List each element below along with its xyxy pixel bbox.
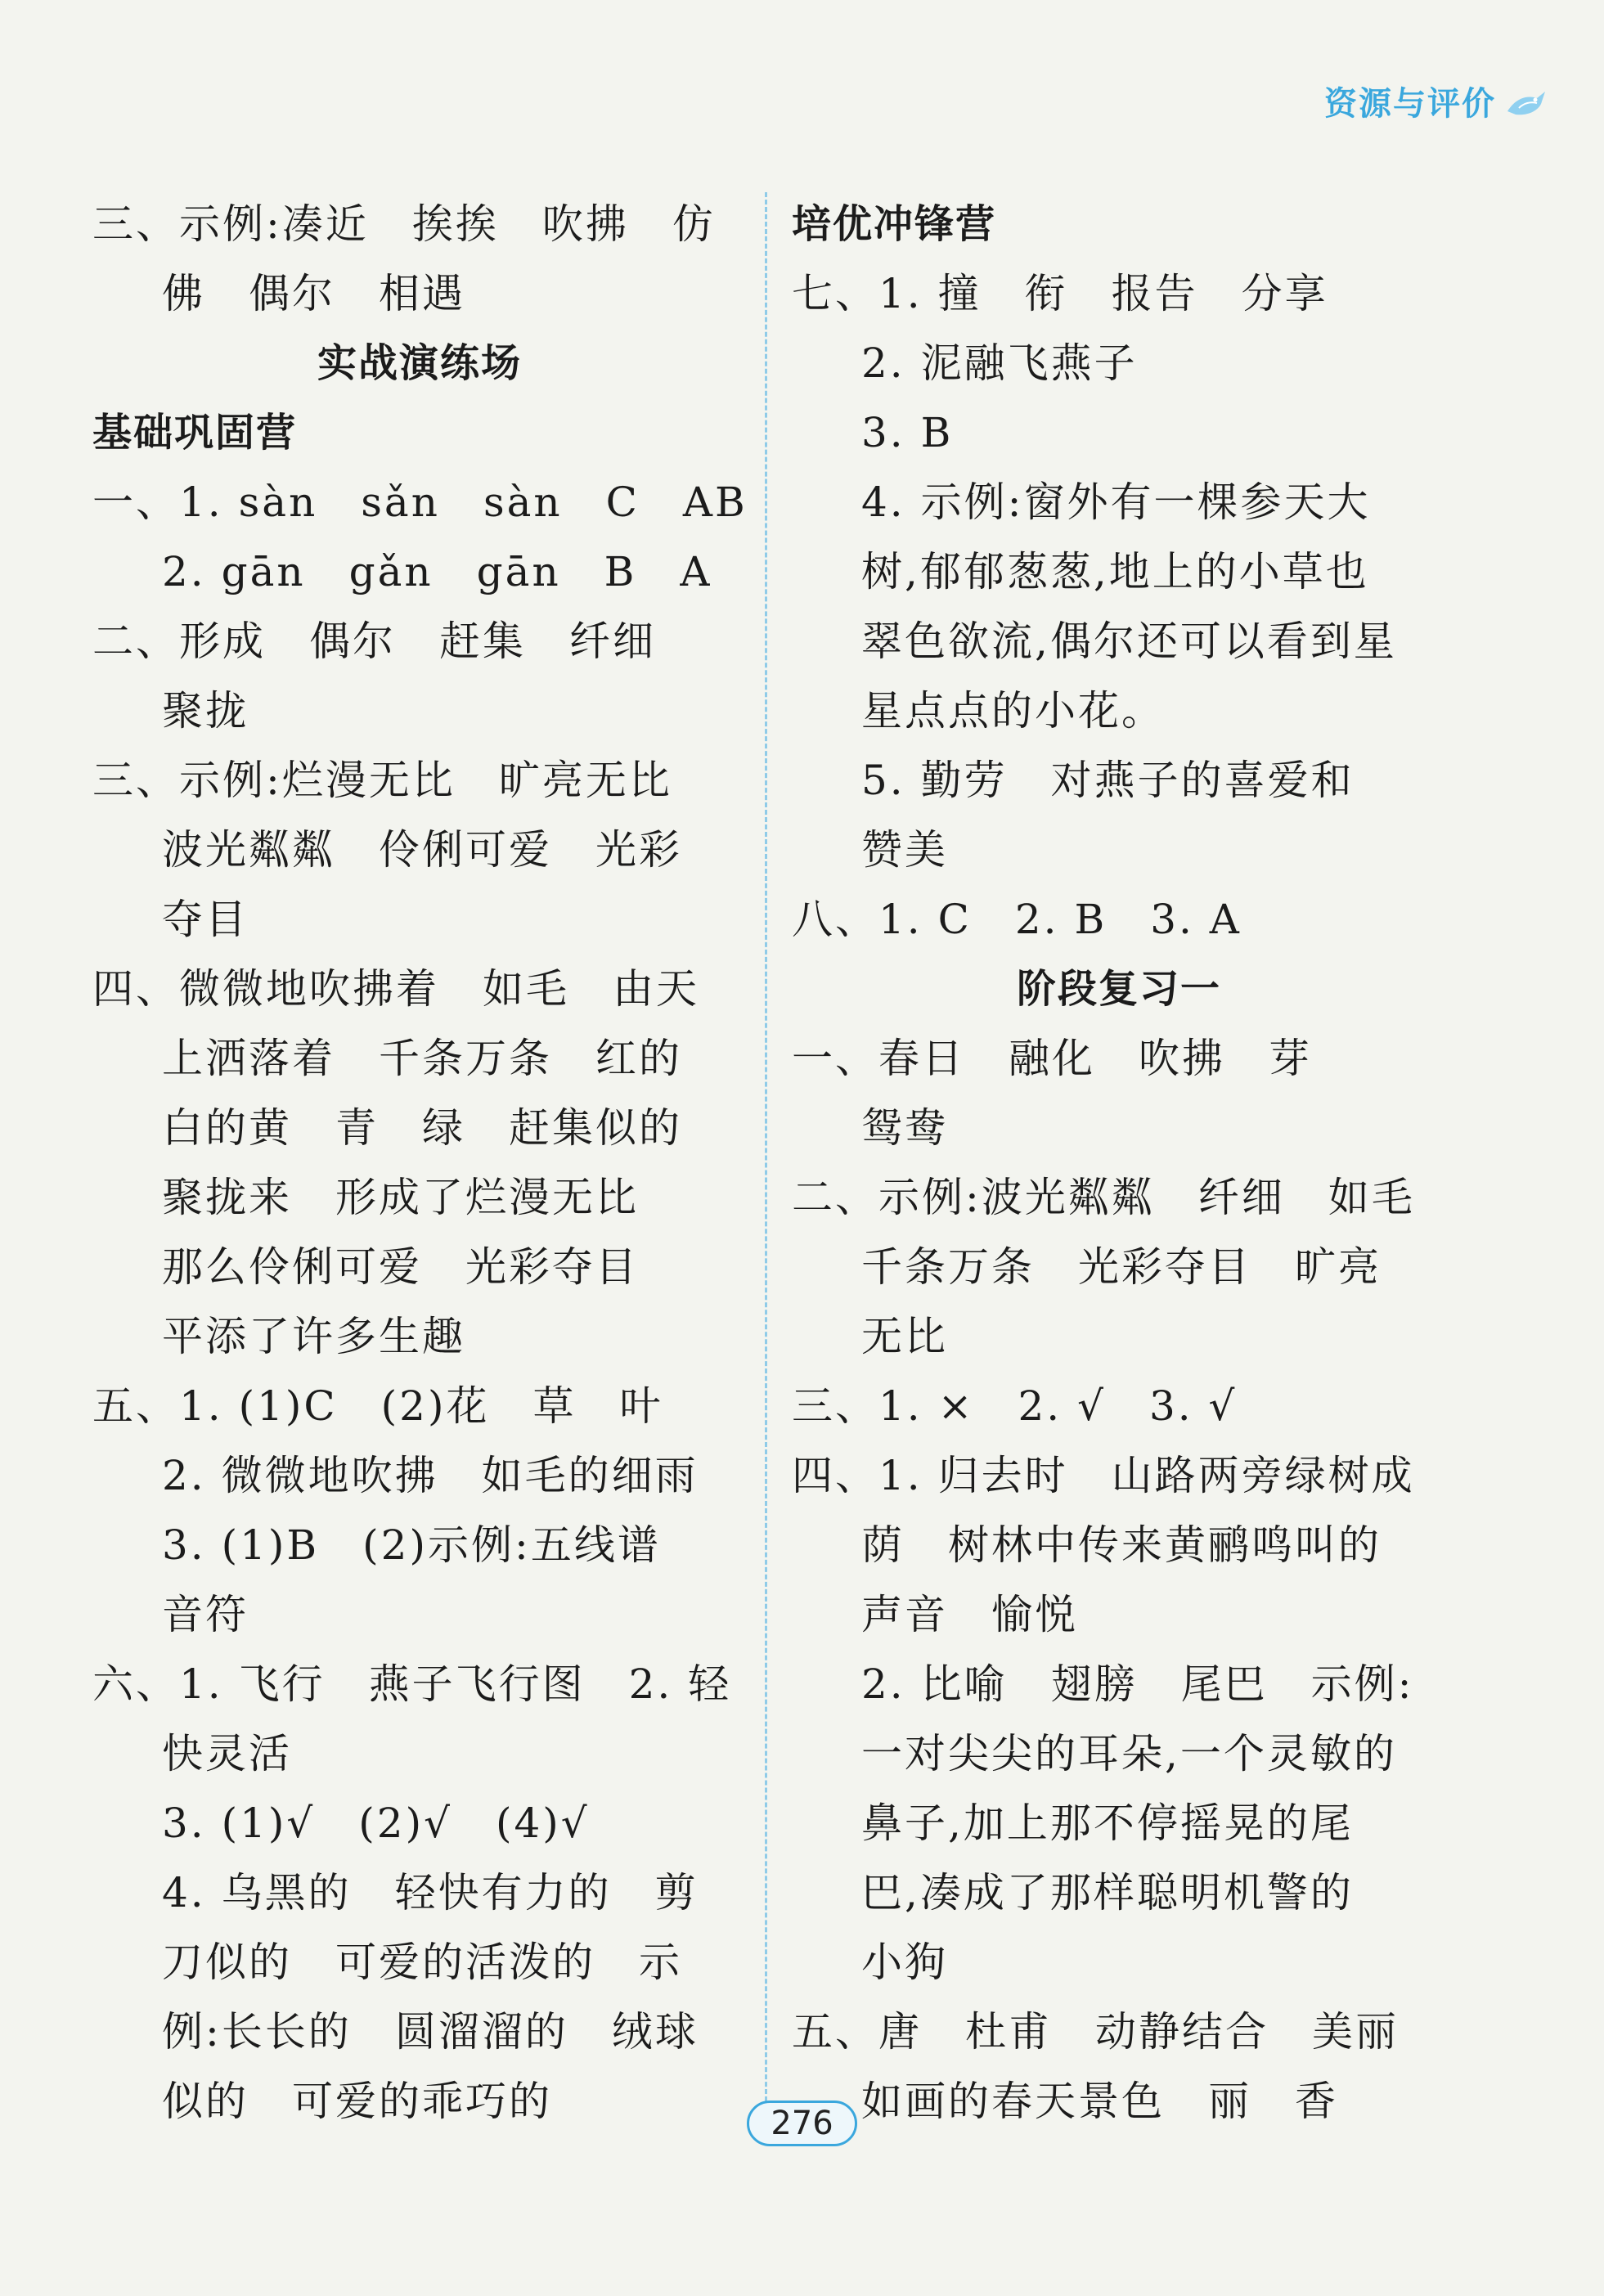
answer-line: 千条万条 光彩夺目 旷亮: [861, 1243, 1382, 1291]
header-title: 资源与评价: [1324, 85, 1496, 123]
answer-line: 佛 偶尔 相遇: [162, 270, 465, 317]
answer-line: 4. 乌黑的 轻快有力的 剪: [162, 1869, 699, 1916]
answer-line: 五、1. (1)C (2)花 草 叶: [92, 1382, 663, 1430]
answer-line: 二、形成 偶尔 赶集 纤细: [92, 618, 656, 665]
section-heading: 实战演练场: [317, 340, 522, 386]
answer-line: 聚拢: [162, 687, 249, 735]
answer-line: 快灵活: [162, 1730, 292, 1777]
answer-line: 夺目: [162, 896, 249, 943]
answer-line: 三、示例:凑近 挨挨 吹拂 仿: [92, 200, 716, 248]
answer-line: 似的 可爱的乖巧的: [162, 2078, 552, 2125]
answer-line: 2. gān gǎn gān B A: [162, 548, 712, 595]
answer-line: 三、示例:烂漫无比 旷亮无比: [92, 757, 672, 804]
column-divider: [765, 192, 767, 2131]
answer-line: 5. 勤劳 对燕子的喜爱和: [861, 757, 1355, 804]
page-header: [1324, 78, 1547, 124]
answer-line: 2. 泥融飞燕子: [861, 339, 1138, 387]
answer-line: 二、示例:波光粼粼 纤细 如毛: [792, 1174, 1415, 1221]
answer-line: 白的黄 青 绿 赶集似的: [162, 1104, 682, 1152]
answer-line: 3. (1)√ (2)√ (4)√: [162, 1800, 590, 1847]
answer-line: 4. 示例:窗外有一棵参天大: [861, 479, 1371, 526]
answer-line: 3. B: [861, 409, 954, 456]
answer-line: 荫 树林中传来黄鹂鸣叫的: [861, 1521, 1382, 1569]
answer-line: 3. (1)B (2)示例:五线谱: [162, 1521, 661, 1569]
answer-line: 波光粼粼 伶俐可爱 光彩: [162, 826, 682, 874]
answer-line: 翠色欲流,偶尔还可以看到星: [861, 618, 1397, 665]
right-column: [792, 190, 1446, 2136]
answer-line: 三、1. × 2. √ 3. √: [792, 1382, 1238, 1430]
answer-line: 鸳鸯: [861, 1104, 948, 1152]
answer-line: 鼻子,加上那不停摇晃的尾: [861, 1800, 1354, 1847]
page-number: 276: [747, 2101, 856, 2146]
answer-line: 无比: [861, 1313, 948, 1360]
answer-line: 刀似的 可爱的活泼的 示: [162, 1939, 682, 1986]
answer-line: 六、1. 飞行 燕子飞行图 2. 轻: [92, 1660, 732, 1708]
answer-line: 赞美: [861, 826, 948, 874]
answer-line: 例:长长的 圆溜溜的 绒球: [162, 2008, 699, 2056]
answer-line: 一、春日 融化 吹拂 芽: [792, 1035, 1312, 1082]
answer-line: 那么伶俐可爱 光彩夺目: [162, 1243, 639, 1291]
page-footer: [0, 2101, 1604, 2146]
answer-line: 四、1. 归去时 山路两旁绿树成: [792, 1452, 1415, 1499]
left-column: [92, 190, 747, 2136]
answer-line: 声音 愉悦: [861, 1591, 1078, 1638]
answer-line: 2. 微微地吹拂 如毛的细雨: [162, 1452, 699, 1499]
answer-line: 聚拢来 形成了烂漫无比: [162, 1174, 639, 1221]
answer-line: 四、微微地吹拂着 如毛 由天: [92, 965, 699, 1013]
section-heading: 阶段复习一: [1016, 966, 1221, 1012]
answer-line: 2. 比喻 翅膀 尾巴 示例:: [861, 1660, 1414, 1708]
answer-line: 八、1. C 2. B 3. A: [792, 896, 1242, 943]
answer-line: 一对尖尖的耳朵,一个灵敏的: [861, 1730, 1397, 1777]
section-heading: 培优冲锋营: [792, 201, 997, 247]
answer-line: 一、1. sàn sǎn sàn C AB: [92, 479, 748, 526]
answer-line: 巴,凑成了那样聪明机警的: [861, 1869, 1354, 1916]
answer-line: 五、唐 杜甫 动静结合 美丽: [792, 2008, 1399, 2056]
answer-line: 小狗: [861, 1939, 948, 1986]
bird-logo-icon: [1504, 83, 1547, 119]
answer-line: 七、1. 撞 衔 报告 分享: [792, 270, 1328, 317]
answer-line: 星点点的小花。: [861, 687, 1165, 735]
answer-line: 上洒落着 千条万条 红的: [162, 1035, 682, 1082]
answer-line: 如画的春天景色 丽 香: [861, 2078, 1338, 2125]
section-heading: 基础巩固营: [92, 410, 298, 456]
answer-line: 音符: [162, 1591, 249, 1638]
answer-line: 树,郁郁葱葱,地上的小草也: [861, 548, 1369, 595]
answer-line: 平添了许多生趣: [162, 1313, 465, 1360]
